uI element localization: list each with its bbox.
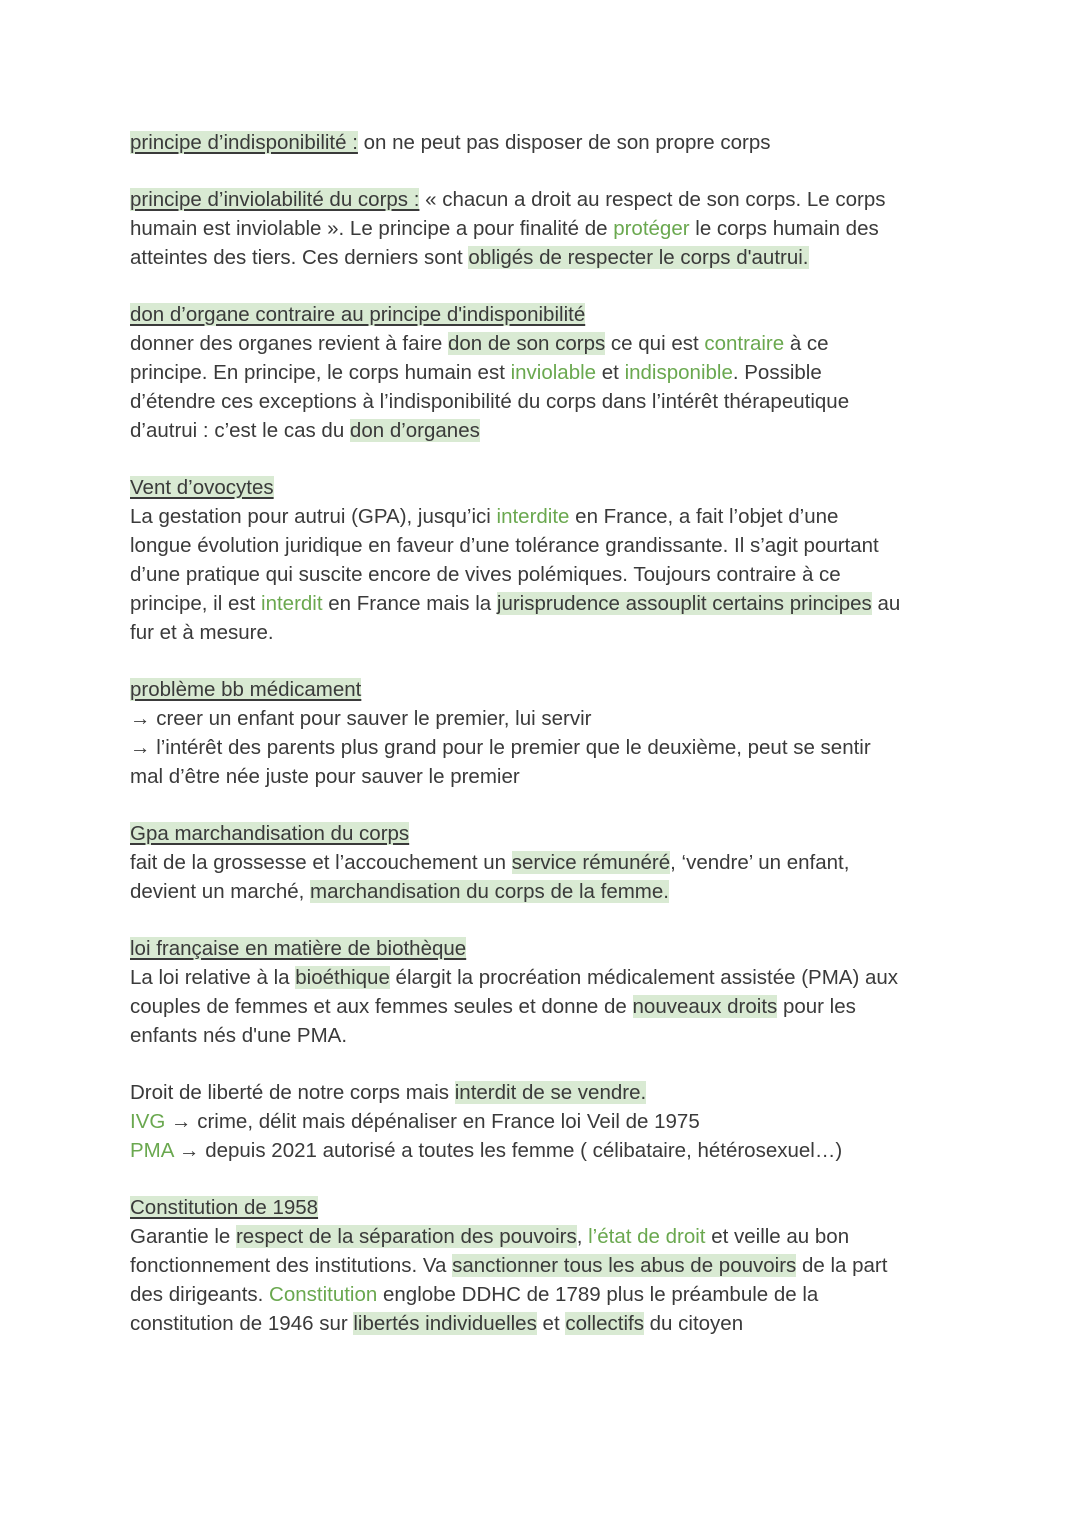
text: donner des organes revient à faire bbox=[130, 332, 448, 355]
text: , bbox=[576, 1225, 589, 1248]
line bbox=[130, 992, 960, 1021]
line bbox=[130, 1309, 960, 1338]
section-ovocytes bbox=[130, 473, 960, 647]
line bbox=[130, 704, 960, 733]
text: et bbox=[596, 361, 625, 384]
line bbox=[130, 1107, 960, 1136]
text: atteintes des tiers. Ces derniers sont bbox=[130, 246, 469, 269]
text: d’étendre ces exceptions à l’indisponibilité du corps dans l’intérêt thérapeutique bbox=[130, 390, 850, 413]
document-page bbox=[130, 128, 960, 1338]
line bbox=[130, 329, 960, 358]
line bbox=[130, 1251, 960, 1280]
text: principe, il est bbox=[130, 592, 262, 615]
line bbox=[130, 300, 960, 329]
line bbox=[130, 1222, 960, 1251]
line bbox=[130, 675, 960, 704]
highlight-text: service rémunéré bbox=[511, 851, 671, 874]
text: principe. En principe, le corps humain est bbox=[130, 361, 511, 384]
line bbox=[130, 848, 960, 877]
text: fait de la grossesse et l’accouchement un bbox=[130, 851, 512, 874]
section-loi-bioethique bbox=[130, 934, 960, 1050]
green-text: l’état de droit bbox=[588, 1225, 706, 1248]
line bbox=[130, 502, 960, 531]
line bbox=[130, 531, 960, 560]
line bbox=[130, 618, 960, 647]
section-title: loi française en matière de biothèque bbox=[130, 937, 467, 960]
text: Garantie le bbox=[130, 1225, 236, 1248]
line bbox=[130, 185, 960, 214]
section-bb-medicament bbox=[130, 675, 960, 791]
text: le corps humain des bbox=[689, 217, 879, 240]
line bbox=[130, 733, 960, 762]
line bbox=[130, 358, 960, 387]
line bbox=[130, 1136, 960, 1165]
text: de la part bbox=[796, 1254, 888, 1277]
section-indisponibilite bbox=[130, 128, 960, 157]
text: constitution de 1946 sur bbox=[130, 1312, 354, 1335]
text: humain est inviolable ». Le principe a pour finalité de bbox=[130, 217, 614, 240]
text: → l’intérêt des parents plus grand pour le premier que le deuxième, peut se sentir bbox=[130, 736, 871, 759]
line bbox=[130, 560, 960, 589]
highlight-text: obligés de respecter le corps d'autrui. bbox=[468, 246, 809, 269]
text: . Possible bbox=[732, 361, 822, 384]
text: au bbox=[871, 592, 901, 615]
text: La gestation pour autrui (GPA), jusqu’ici bbox=[130, 505, 497, 528]
text: et bbox=[536, 1312, 566, 1335]
line bbox=[130, 1021, 960, 1050]
line bbox=[130, 963, 960, 992]
text: → crime, délit mais dépénaliser en France loi Veil de 1975 bbox=[165, 1110, 700, 1133]
text: à ce bbox=[784, 332, 829, 355]
highlight-text: bioéthique bbox=[295, 966, 390, 989]
text: enfants nés d'une PMA. bbox=[130, 1024, 348, 1047]
line bbox=[130, 128, 960, 157]
line bbox=[130, 819, 960, 848]
highlight-text: nouveaux droits bbox=[632, 995, 778, 1018]
line bbox=[130, 473, 960, 502]
text: en France mais la bbox=[322, 592, 497, 615]
text: d’une pratique qui suscite encore de vives polémiques. Toujours contraire à ce bbox=[130, 563, 841, 586]
text: , ‘vendre’ un enfant, bbox=[670, 851, 850, 874]
text: fur et à mesure. bbox=[130, 621, 274, 644]
section-title: Gpa marchandisation du corps bbox=[130, 822, 410, 845]
text: « chacun a droit au respect de son corps. Le corps bbox=[419, 188, 886, 211]
highlight-text: libertés individuelles bbox=[353, 1312, 537, 1335]
highlight-text: don de son corps bbox=[447, 332, 606, 355]
text: des dirigeants. bbox=[130, 1283, 270, 1306]
highlight-text: don d’organes bbox=[349, 419, 480, 442]
text: La loi relative à la bbox=[130, 966, 296, 989]
section-constitution bbox=[130, 1193, 960, 1338]
text: englobe DDHC de 1789 plus le préambule de la bbox=[377, 1283, 819, 1306]
line bbox=[130, 416, 960, 445]
section-title: principe d’indisponibilité : bbox=[130, 131, 358, 154]
highlight-text: collectifs bbox=[565, 1312, 644, 1335]
text: couples de femmes et aux femmes seules et donne de bbox=[130, 995, 633, 1018]
section-gpa bbox=[130, 819, 960, 906]
section-title: problème bb médicament bbox=[130, 678, 362, 701]
text: fonctionnement des institutions. Va bbox=[130, 1254, 453, 1277]
text: d’autrui : c’est le cas du bbox=[130, 419, 350, 442]
line bbox=[130, 387, 960, 416]
text: élargit la procréation médicalement assistée (PMA) aux bbox=[389, 966, 899, 989]
line bbox=[130, 589, 960, 618]
green-text: interdite bbox=[496, 505, 570, 528]
text: et veille au bon bbox=[705, 1225, 850, 1248]
text: en France, a fait l’objet d’une bbox=[569, 505, 839, 528]
section-title: don d’organe contraire au principe d'indisponibilité bbox=[130, 303, 586, 326]
line bbox=[130, 1078, 960, 1107]
text: du citoyen bbox=[643, 1312, 744, 1335]
highlight-text: jurisprudence assouplit certains principes bbox=[496, 592, 872, 615]
highlight-text: marchandisation du corps de la femme. bbox=[310, 880, 669, 903]
text: devient un marché, bbox=[130, 880, 311, 903]
line bbox=[130, 762, 960, 791]
line bbox=[130, 1280, 960, 1309]
line bbox=[130, 877, 960, 906]
section-droit-liberte bbox=[130, 1078, 960, 1165]
line bbox=[130, 243, 960, 272]
section-inviolabilite bbox=[130, 185, 960, 272]
section-don-organe bbox=[130, 300, 960, 445]
green-text: PMA bbox=[130, 1139, 174, 1162]
section-title: Constitution de 1958 bbox=[130, 1196, 319, 1219]
highlight-text: respect de la séparation des pouvoirs bbox=[235, 1225, 577, 1248]
text: mal d’être née juste pour sauver le premier bbox=[130, 765, 520, 788]
green-text: IVG bbox=[130, 1110, 166, 1133]
green-text: interdit bbox=[261, 592, 323, 615]
section-title: Vent d’ovocytes bbox=[130, 476, 274, 499]
green-text: indisponible bbox=[624, 361, 733, 384]
green-text: inviolable bbox=[510, 361, 597, 384]
text: pour les bbox=[777, 995, 856, 1018]
text: on ne peut pas disposer de son propre corps bbox=[357, 131, 771, 154]
text: → depuis 2021 autorisé a toutes les femme ( célibataire, hétérosexuel…) bbox=[173, 1139, 843, 1162]
green-text: contraire bbox=[704, 332, 785, 355]
text: ce qui est bbox=[605, 332, 705, 355]
line bbox=[130, 934, 960, 963]
green-text: protéger bbox=[613, 217, 690, 240]
green-text: Constitution bbox=[269, 1283, 378, 1306]
text: → creer un enfant pour sauver le premier, lui servir bbox=[130, 707, 592, 730]
text: Droit de liberté de notre corps mais bbox=[130, 1081, 455, 1104]
line bbox=[130, 1193, 960, 1222]
line bbox=[130, 214, 960, 243]
section-title: principe d’inviolabilité du corps : bbox=[130, 188, 420, 211]
text: longue évolution juridique en faveur d’une tolérance grandissante. Il s’agit pourtant bbox=[130, 534, 879, 557]
highlight-text: sanctionner tous les abus de pouvoirs bbox=[452, 1254, 797, 1277]
highlight-text: interdit de se vendre. bbox=[454, 1081, 647, 1104]
